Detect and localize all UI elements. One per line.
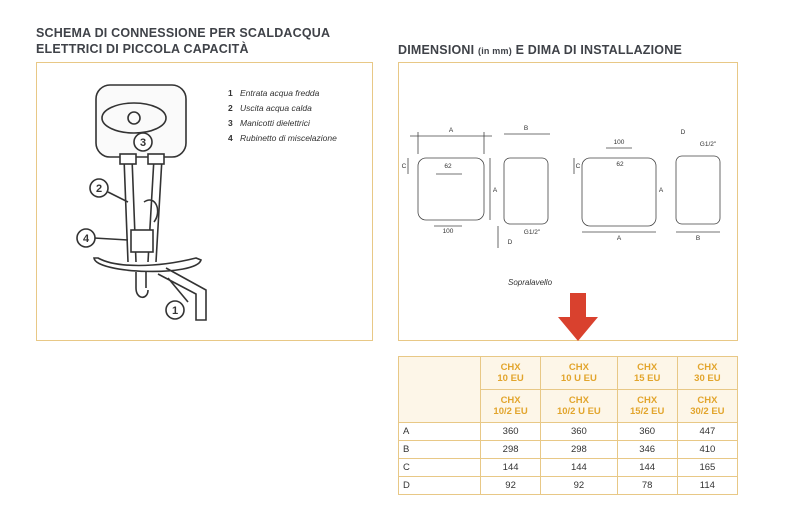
table-cell: 346 <box>617 441 677 459</box>
table-cell: 114 <box>677 477 737 495</box>
table-cell: 360 <box>481 423 541 441</box>
table-cell: 165 <box>677 459 737 477</box>
callout-2-label: 2 <box>95 183 103 195</box>
dim-d-label: D <box>507 239 513 246</box>
model-cell: CHX 10 EU <box>481 357 541 390</box>
down-arrow-icon <box>557 293 599 343</box>
row-label: C <box>399 459 481 477</box>
table-header-row <box>399 357 738 390</box>
table-cell: 447 <box>677 423 737 441</box>
dim-b-bottom-label: B <box>695 235 701 242</box>
dim-a-side-label: A <box>492 187 498 194</box>
dim-62-label: 62 <box>444 163 452 170</box>
left-title-line2: ELETTRICI DI PICCOLA CAPACITÀ <box>36 42 249 56</box>
dim-c-top-label: C <box>575 163 581 170</box>
table-cell: 144 <box>541 459 617 477</box>
dielectric-fitting-right <box>148 154 164 164</box>
model-cell: CHX 10 U EU <box>541 357 617 390</box>
model-cell: CHX 10/2 U EU <box>541 390 617 423</box>
model-cell: CHX 30/2 EU <box>677 390 737 423</box>
dim-c-label: C <box>401 163 407 170</box>
dim-a-top-label: A <box>658 187 664 194</box>
table-row <box>399 441 738 459</box>
legend-item: 3 Manicotti dielettrici <box>228 118 310 128</box>
legend-item: 1 Entrata acqua fredda <box>228 88 320 98</box>
row-label: B <box>399 441 481 459</box>
left-title-line1: SCHEMA DI CONNESSIONE PER SCALDACQUA <box>36 26 331 40</box>
table-cell: 298 <box>481 441 541 459</box>
callout-4-label: 4 <box>82 233 90 245</box>
dim-100-top-label: 100 <box>613 139 625 146</box>
left-title <box>36 25 330 57</box>
callout-3-label: 3 <box>139 137 147 149</box>
table-cell: 92 <box>541 477 617 495</box>
model-cell: CHX 30 EU <box>677 357 737 390</box>
table-cell: 92 <box>481 477 541 495</box>
table-cell: 78 <box>617 477 677 495</box>
table-row <box>399 423 738 441</box>
right-title-sub: E DIMA DI INSTALLAZIONE <box>515 43 682 57</box>
table-row <box>399 459 738 477</box>
dim-b-label: B <box>523 125 529 132</box>
table-corner-cell <box>399 357 481 423</box>
right-title-unit: (in mm) <box>478 46 512 56</box>
row-label: D <box>399 477 481 495</box>
table-cell: 410 <box>677 441 737 459</box>
legend-item: 4 Rubinetto di miscelazione <box>228 133 337 143</box>
dim-100-label: 100 <box>442 228 454 235</box>
right-title <box>398 42 682 59</box>
dimensions-table <box>398 356 738 495</box>
front-view-over-sink <box>582 158 656 226</box>
table-cell: 360 <box>617 423 677 441</box>
dielectric-fitting-left <box>120 154 136 164</box>
callout-1-label: 1 <box>171 305 179 317</box>
table-cell: 298 <box>541 441 617 459</box>
model-cell: CHX 10/2 EU <box>481 390 541 423</box>
sopralavello-caption: Sopralavello <box>508 278 553 287</box>
dim-g12-top-label: G1/2" <box>699 141 717 148</box>
side-view-over-sink <box>676 156 720 224</box>
legend <box>228 86 337 146</box>
legend-item: 2 Uscita acqua calda <box>228 103 312 113</box>
dim-62-top-label: 62 <box>616 161 624 168</box>
table-cell: 144 <box>481 459 541 477</box>
table-row <box>399 477 738 495</box>
right-title-main: DIMENSIONI <box>398 43 475 57</box>
row-label: A <box>399 423 481 441</box>
side-view-under-sink <box>504 158 548 224</box>
model-cell: CHX 15 EU <box>617 357 677 390</box>
dim-a-label: A <box>448 127 454 134</box>
dim-g12-label: G1/2" <box>523 229 541 236</box>
table-cell: 144 <box>617 459 677 477</box>
table-cell: 360 <box>541 423 617 441</box>
dim-a-bottom-label: A <box>616 235 622 242</box>
model-cell: CHX 15/2 EU <box>617 390 677 423</box>
dim-d-top-label: D <box>680 129 686 136</box>
